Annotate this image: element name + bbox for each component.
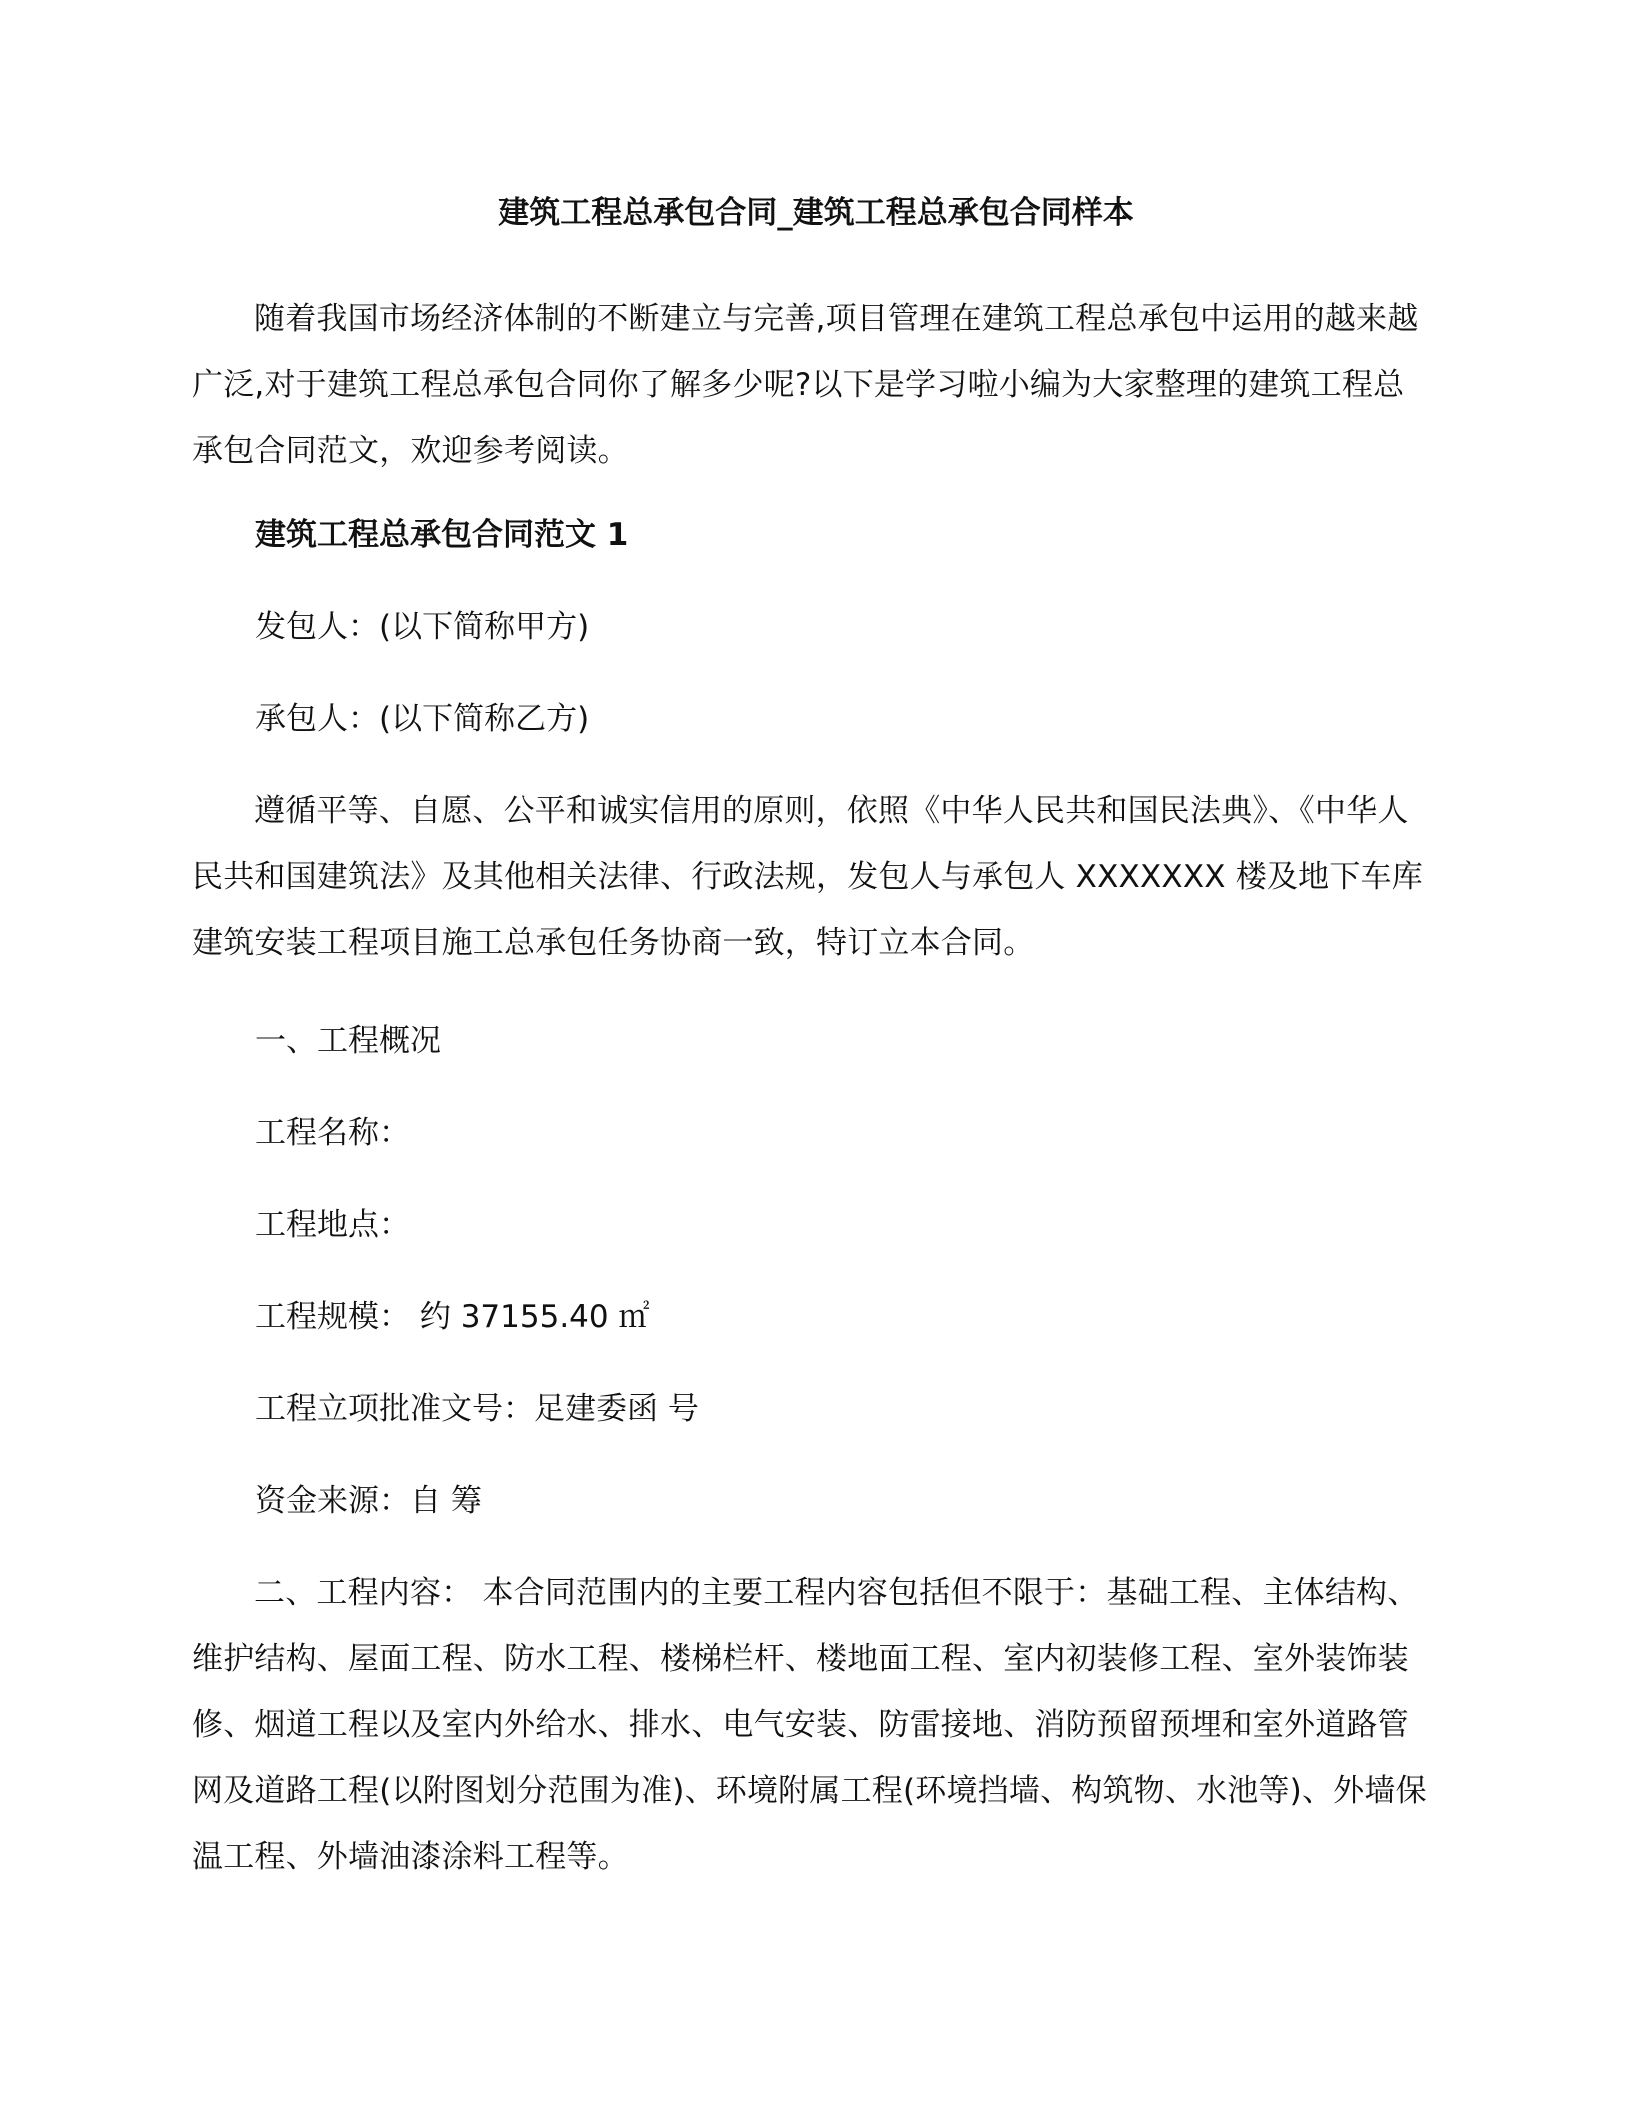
project-name-line: 工程名称： bbox=[255, 1115, 410, 1151]
overview-heading: 一、工程概况 bbox=[255, 1023, 441, 1059]
intro-paragraph: 随着我国市场经济体制的不断建立与完善,项目管理在建筑工程总承包中运用的越来越广泛,对于建筑工程总承包合同你了解多少呢?以下是学习啦小编为大家整理的建筑工程总承包合同范文，欢迎参考阅读。 bbox=[192, 301, 1419, 469]
employer-line: 发包人：(以下简称甲方) bbox=[255, 609, 590, 645]
project-scale-line: 工程规模： 约 37155.40 ㎡ bbox=[255, 1299, 650, 1335]
document-title: 建筑工程总承包合同_建筑工程总承包合同样本 bbox=[498, 195, 1134, 231]
project-location-line: 工程地点： bbox=[255, 1207, 410, 1243]
funding-source-line: 资金来源：自 筹 bbox=[255, 1483, 482, 1519]
contractor-line: 承包人：(以下简称乙方) bbox=[255, 701, 590, 737]
approval-number-line: 工程立项批准文号：足建委函 号 bbox=[255, 1391, 699, 1427]
preamble-paragraph: 遵循平等、自愿、公平和诚实信用的原则，依照《中华人民共和国民法典》、《中华人民共和国建筑法》及其他相关法律、行政法规，发包人与承包人 XXXXXXX 楼及地下车库建筑安装工程项目施工总承包任务协商一致，特订立本合同。 bbox=[192, 793, 1423, 961]
work-content-paragraph: 二、工程内容： 本合同范围内的主要工程内容包括但不限于：基础工程、主体结构、维护结构、屋面工程、防水工程、楼梯栏杆、楼地面工程、室内初装修工程、室外装饰装修、烟道工程以及室内外给水、排水、电气安装、防雷接地、消防预留预埋和室外道路管网及道路工程(以附图划分范围为准)、环境附属工程(环境挡墙、构筑物、水池等)、外墙保温工程、外墙油漆涂料工程等。 bbox=[192, 1575, 1427, 1875]
section-heading: 建筑工程总承包合同范文 1 bbox=[255, 517, 629, 553]
